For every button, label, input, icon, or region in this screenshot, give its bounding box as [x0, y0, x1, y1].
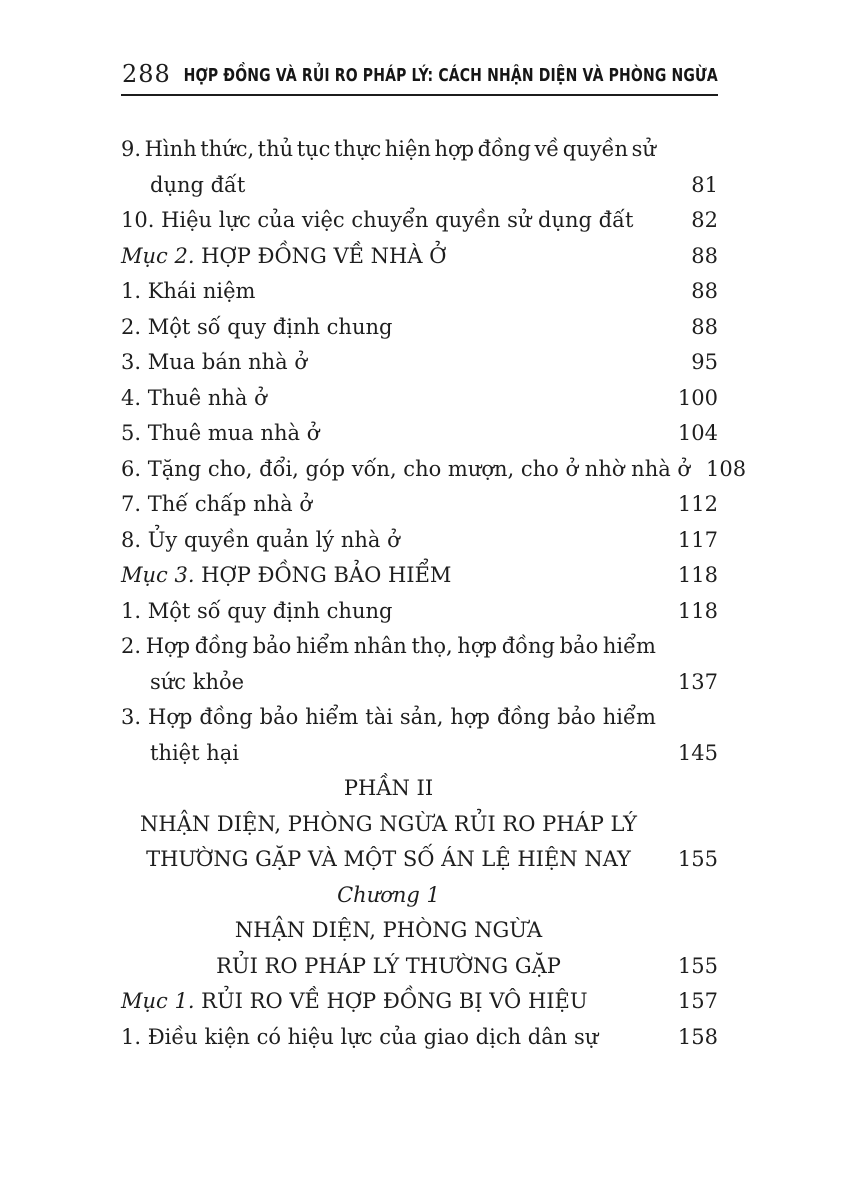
toc-heading-row [121, 771, 718, 807]
toc-page-number: 118 [677, 563, 718, 587]
toc-word: đồng [477, 137, 531, 161]
toc-entry-line-justified [121, 629, 718, 665]
toc-entry [121, 1020, 718, 1056]
toc-word: Hợp [145, 634, 191, 658]
toc-word: 2. [121, 634, 142, 658]
toc-entry-title: 7. Thế chấp nhà ở [121, 492, 312, 516]
toc-page-number: 145 [677, 740, 718, 765]
toc-word: hợp [457, 634, 498, 658]
toc-entry [121, 700, 718, 771]
toc-heading-title: PHẦN II [343, 776, 434, 800]
toc-heading-title: NHẬN DIỆN, PHÒNG NGỪA RỦI RO PHÁP LÝ [140, 811, 637, 836]
toc-page-number: 158 [677, 1024, 718, 1049]
toc-entry-row [121, 345, 718, 381]
toc-page-number: 112 [677, 492, 718, 516]
toc-section-title: Mục 3. HỢP ĐỒNG BẢO HIỂM [121, 563, 452, 587]
toc-word: thủ [257, 137, 294, 161]
toc-section-row [121, 984, 718, 1020]
toc-section-title: Mục 2. HỢP ĐỒNG VỀ NHÀ Ở [121, 243, 447, 268]
toc-word: đồng [199, 705, 253, 729]
toc-entry-title: 8. Ủy quyền quản lý nhà ở [121, 527, 400, 552]
toc-page-number: 88 [691, 314, 718, 339]
toc-page-number: 104 [677, 421, 718, 445]
toc-word: hiểm [602, 705, 656, 729]
toc-heading-row [121, 913, 718, 949]
toc-word: thức, [200, 137, 255, 161]
toc-section-title: Mục 1. RỦI RO VỀ HỢP ĐỒNG BỊ VÔ HIỆU [121, 989, 588, 1013]
toc-word: bảo [557, 705, 596, 729]
page-content [121, 0, 747, 1055]
toc-entry [121, 132, 718, 203]
toc-entry [121, 523, 718, 559]
toc-section-row [121, 239, 718, 275]
toc-entry-title: thiệt hại [150, 740, 239, 765]
toc-word: về [534, 137, 560, 161]
toc-entry [121, 594, 718, 630]
toc-entry-title: 4. Thuê nhà ở [121, 385, 267, 410]
toc-word: 3. [121, 705, 142, 729]
header-running-title: HỢP ĐỒNG VÀ RỦI RO PHÁP LÝ: CÁCH NHẬN DIỆN VÀ PHÒNG NGỪA [183, 66, 718, 86]
toc-heading-row [121, 842, 718, 878]
toc-page-number: 88 [691, 279, 718, 303]
toc-entry-row [121, 665, 718, 701]
toc-word: nhân [353, 634, 407, 658]
toc-heading-title: Chương 1 [337, 882, 440, 907]
toc-entry [121, 381, 718, 417]
toc-entry [121, 878, 718, 914]
toc-word: Hình [144, 137, 197, 161]
toc-entry-row [121, 736, 718, 772]
toc-entry-row [121, 274, 718, 310]
toc-heading-row [121, 949, 718, 985]
toc-word: sử [631, 137, 656, 161]
toc-entry-row [121, 381, 718, 417]
toc-entry-row [121, 523, 718, 559]
toc-word: hiểm [602, 634, 656, 658]
toc-word: đồng [194, 634, 249, 658]
toc-entry-row [121, 203, 718, 239]
toc-entry [121, 558, 718, 594]
toc-entry-line-justified [121, 132, 718, 168]
toc-entry [121, 842, 718, 878]
toc-page-number: 157 [677, 989, 718, 1013]
toc-page-number: 82 [691, 208, 718, 232]
toc-entry [121, 807, 718, 843]
toc-entry-title: 1. Khái niệm [121, 279, 256, 303]
toc-word: tài [365, 705, 393, 729]
toc-heading-title: NHẬN DIỆN, PHÒNG NGỪA [234, 918, 543, 942]
toc-page-number: 155 [677, 953, 718, 978]
toc-entry [121, 274, 718, 310]
toc-entry-title: 2. Một số quy định chung [121, 314, 393, 339]
toc-entry [121, 310, 718, 346]
toc-list [121, 132, 747, 1055]
toc-section-prefix: Mục 2. [121, 243, 195, 268]
toc-entry [121, 452, 747, 488]
toc-section-row [121, 558, 718, 594]
toc-section-prefix: Mục 1. [121, 989, 195, 1013]
toc-entry-title: dụng đất [150, 172, 246, 197]
toc-entry-row [121, 1020, 718, 1056]
toc-entry-line-justified [121, 700, 718, 736]
toc-entry-title: 10. Hiệu lực của việc chuyển quyền sử dụng đất [121, 208, 634, 232]
toc-page-number: 117 [677, 527, 718, 552]
toc-word: hiện [384, 137, 431, 161]
toc-word: Hợp [148, 705, 193, 729]
toc-entry [121, 949, 718, 985]
toc-page-number: 108 [705, 456, 747, 481]
toc-entry [121, 345, 718, 381]
toc-word: tục [296, 137, 331, 161]
toc-entry-title: sức khỏe [150, 669, 245, 694]
toc-word: đồng [501, 634, 555, 658]
toc-entry [121, 416, 718, 452]
toc-entry [121, 203, 718, 239]
toc-entry-row [121, 416, 718, 452]
toc-word: hiểm [305, 705, 359, 729]
toc-page-number: 88 [691, 243, 718, 268]
toc-word: bảo [559, 634, 599, 658]
toc-word: đồng [496, 705, 551, 729]
toc-word: 9. [121, 137, 142, 161]
toc-entry [121, 771, 718, 807]
toc-page-number: 155 [677, 847, 718, 871]
toc-entry [121, 629, 718, 700]
toc-word: hợp [450, 705, 490, 729]
toc-page-number: 95 [691, 350, 718, 374]
toc-section-prefix: Mục 3. [121, 563, 195, 587]
toc-word: thực [333, 137, 382, 161]
toc-entry-title: 3. Mua bán nhà ở [121, 350, 307, 374]
toc-word: thọ, [411, 634, 453, 658]
toc-word: hiểm [295, 634, 350, 658]
toc-entry-row [121, 487, 718, 523]
toc-entry-row [121, 310, 718, 346]
toc-word: sản, [399, 705, 444, 729]
toc-page-number: 137 [677, 669, 718, 694]
toc-word: hợp [434, 137, 475, 161]
toc-entry [121, 239, 718, 275]
toc-page-number: 100 [677, 385, 718, 410]
toc-entry [121, 913, 718, 949]
toc-heading-title: RỦI RO PHÁP LÝ THƯỜNG GẶP [216, 953, 561, 978]
toc-entry [121, 487, 718, 523]
toc-entry-row [121, 594, 718, 630]
page-header [121, 0, 718, 96]
toc-entry-row [121, 168, 718, 204]
toc-entry-row [121, 452, 747, 488]
toc-entry-title: 5. Thuê mua nhà ở [121, 421, 320, 445]
toc-entry-title: 6. Tặng cho, đổi, góp vốn, cho mượn, cho ở nhờ nhà ở [121, 456, 691, 481]
toc-word: bảo [259, 705, 299, 729]
toc-heading-row [121, 807, 718, 843]
toc-entry-title: 1. Điều kiện có hiệu lực của giao dịch dân sự [121, 1024, 599, 1049]
toc-page-number: 81 [691, 172, 718, 197]
toc-page-number: 118 [677, 598, 718, 623]
toc-entry-title: 1. Một số quy định chung [121, 598, 393, 623]
toc-entry [121, 984, 718, 1020]
toc-word: quyền [562, 137, 629, 161]
toc-heading-title: THƯỜNG GẶP VÀ MỘT SỐ ÁN LỆ HIỆN NAY [146, 847, 631, 871]
toc-word: bảo [252, 634, 292, 658]
toc-heading-row [121, 878, 718, 914]
header-page-number: 288 [122, 60, 171, 88]
